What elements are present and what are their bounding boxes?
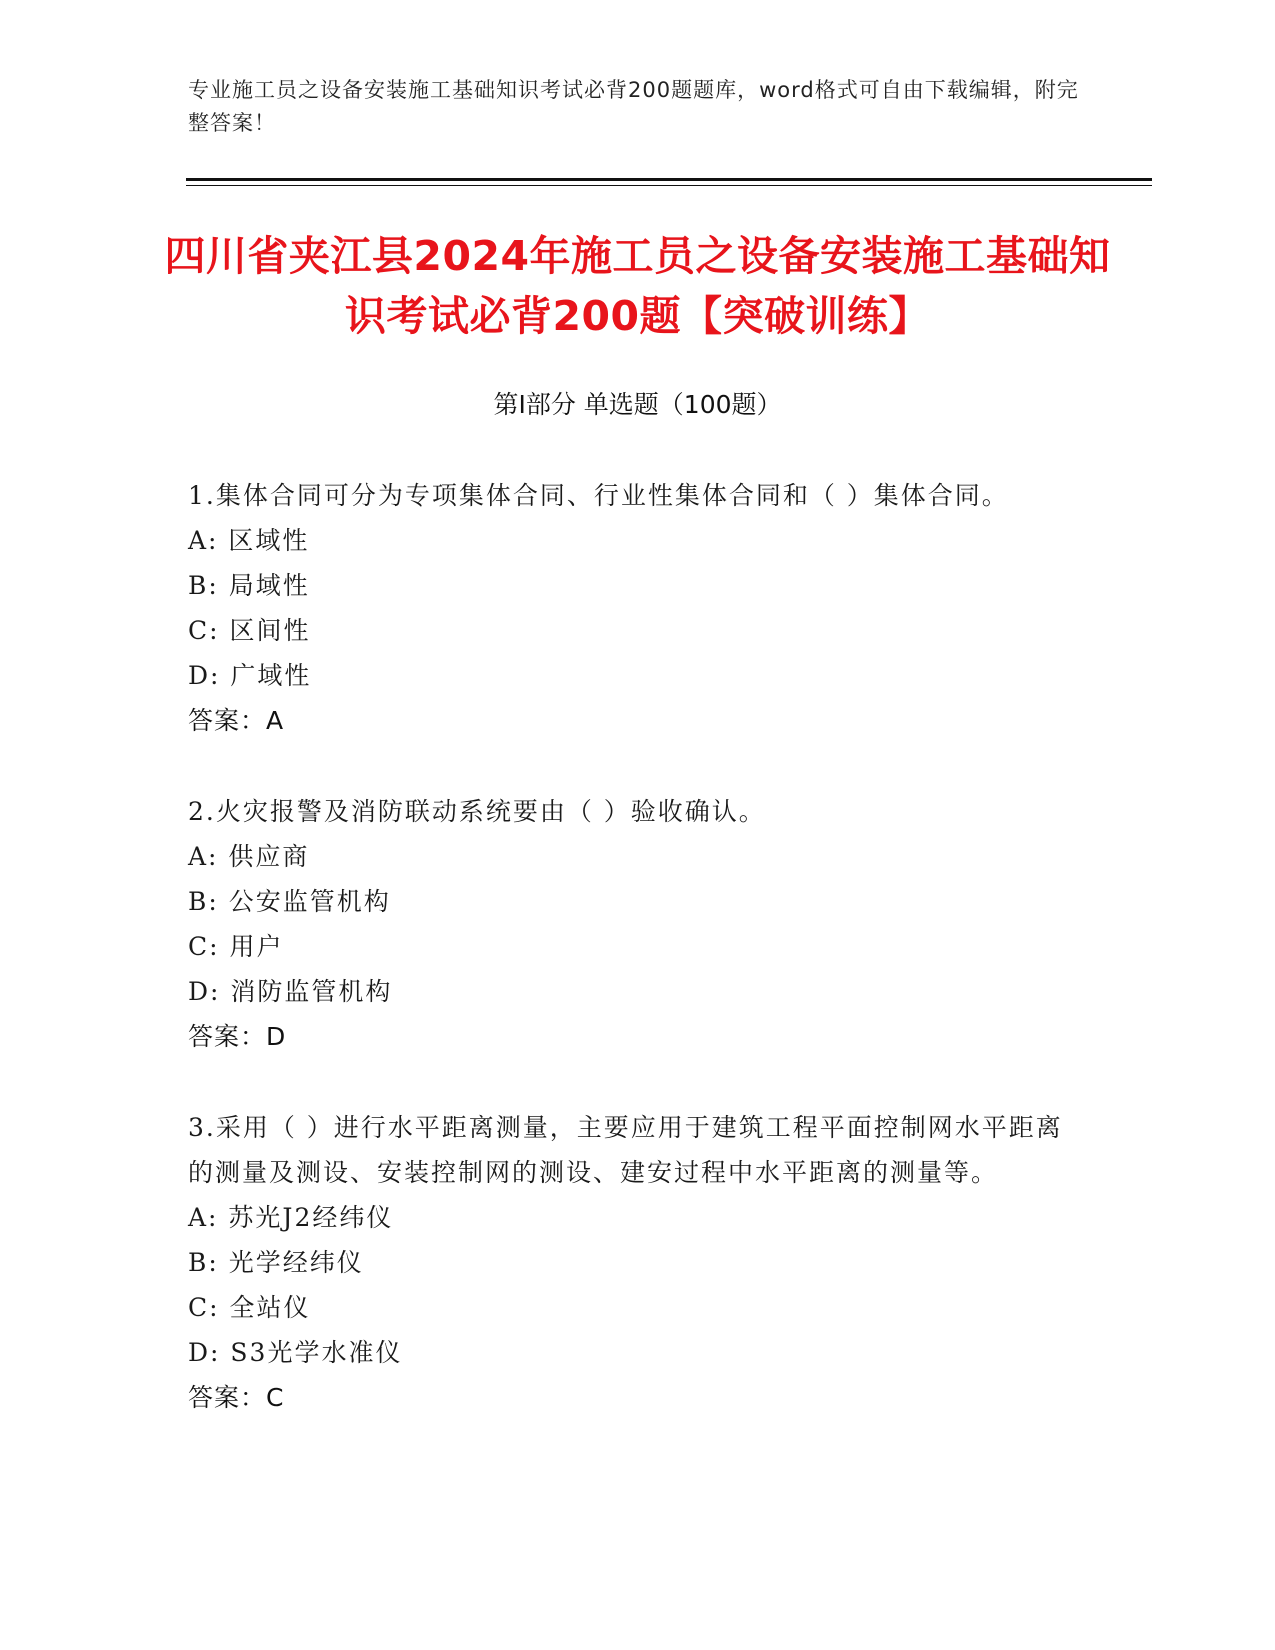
question-text: 3.采用（ ）进行水平距离测量，主要应用于建筑工程平面控制网水平距离的测量及测设、安装控制网的测设、建安过程中水平距离的测量等。	[188, 1113, 1063, 1187]
question-1	[188, 473, 1088, 743]
answer: 答案：A	[188, 706, 285, 735]
question-list	[188, 473, 1088, 1466]
option-b: B: 局域性	[188, 571, 310, 600]
question-3	[188, 1105, 1088, 1420]
header-divider-thick	[186, 178, 1152, 181]
header-divider-thin	[186, 185, 1152, 186]
option-d: D: 广域性	[188, 661, 312, 690]
section-heading: 第I部分 单选题（100题）	[493, 390, 782, 419]
option-c: C: 区间性	[188, 616, 311, 645]
option-c: C: 用户	[188, 932, 284, 961]
option-b: B: 光学经纬仪	[188, 1248, 364, 1277]
document-title: 四川省夹江县2024年施工员之设备安装施工基础知识考试必背200题【突破训练】	[164, 232, 1111, 340]
header-note: 专业施工员之设备安装施工基础知识考试必背200题题库，word格式可自由下载编辑，附完整答案！	[188, 78, 1079, 135]
question-text: 2.火灾报警及消防联动系统要由（ ）验收确认。	[188, 797, 766, 826]
option-b: B: 公安监管机构	[188, 887, 391, 916]
option-a: A: 区域性	[188, 526, 310, 555]
answer: 答案：C	[188, 1383, 285, 1412]
option-d: D: 消防监管机构	[188, 977, 393, 1006]
answer: 答案：D	[188, 1022, 287, 1051]
question-2	[188, 789, 1088, 1059]
question-text: 1.集体合同可分为专项集体合同、行业性集体合同和（ ）集体合同。	[188, 481, 1009, 510]
option-c: C: 全站仪	[188, 1293, 311, 1322]
option-d: D: S3光学水准仪	[188, 1338, 403, 1367]
option-a: A: 苏光J2经纬仪	[188, 1203, 394, 1232]
option-a: A: 供应商	[188, 842, 310, 871]
